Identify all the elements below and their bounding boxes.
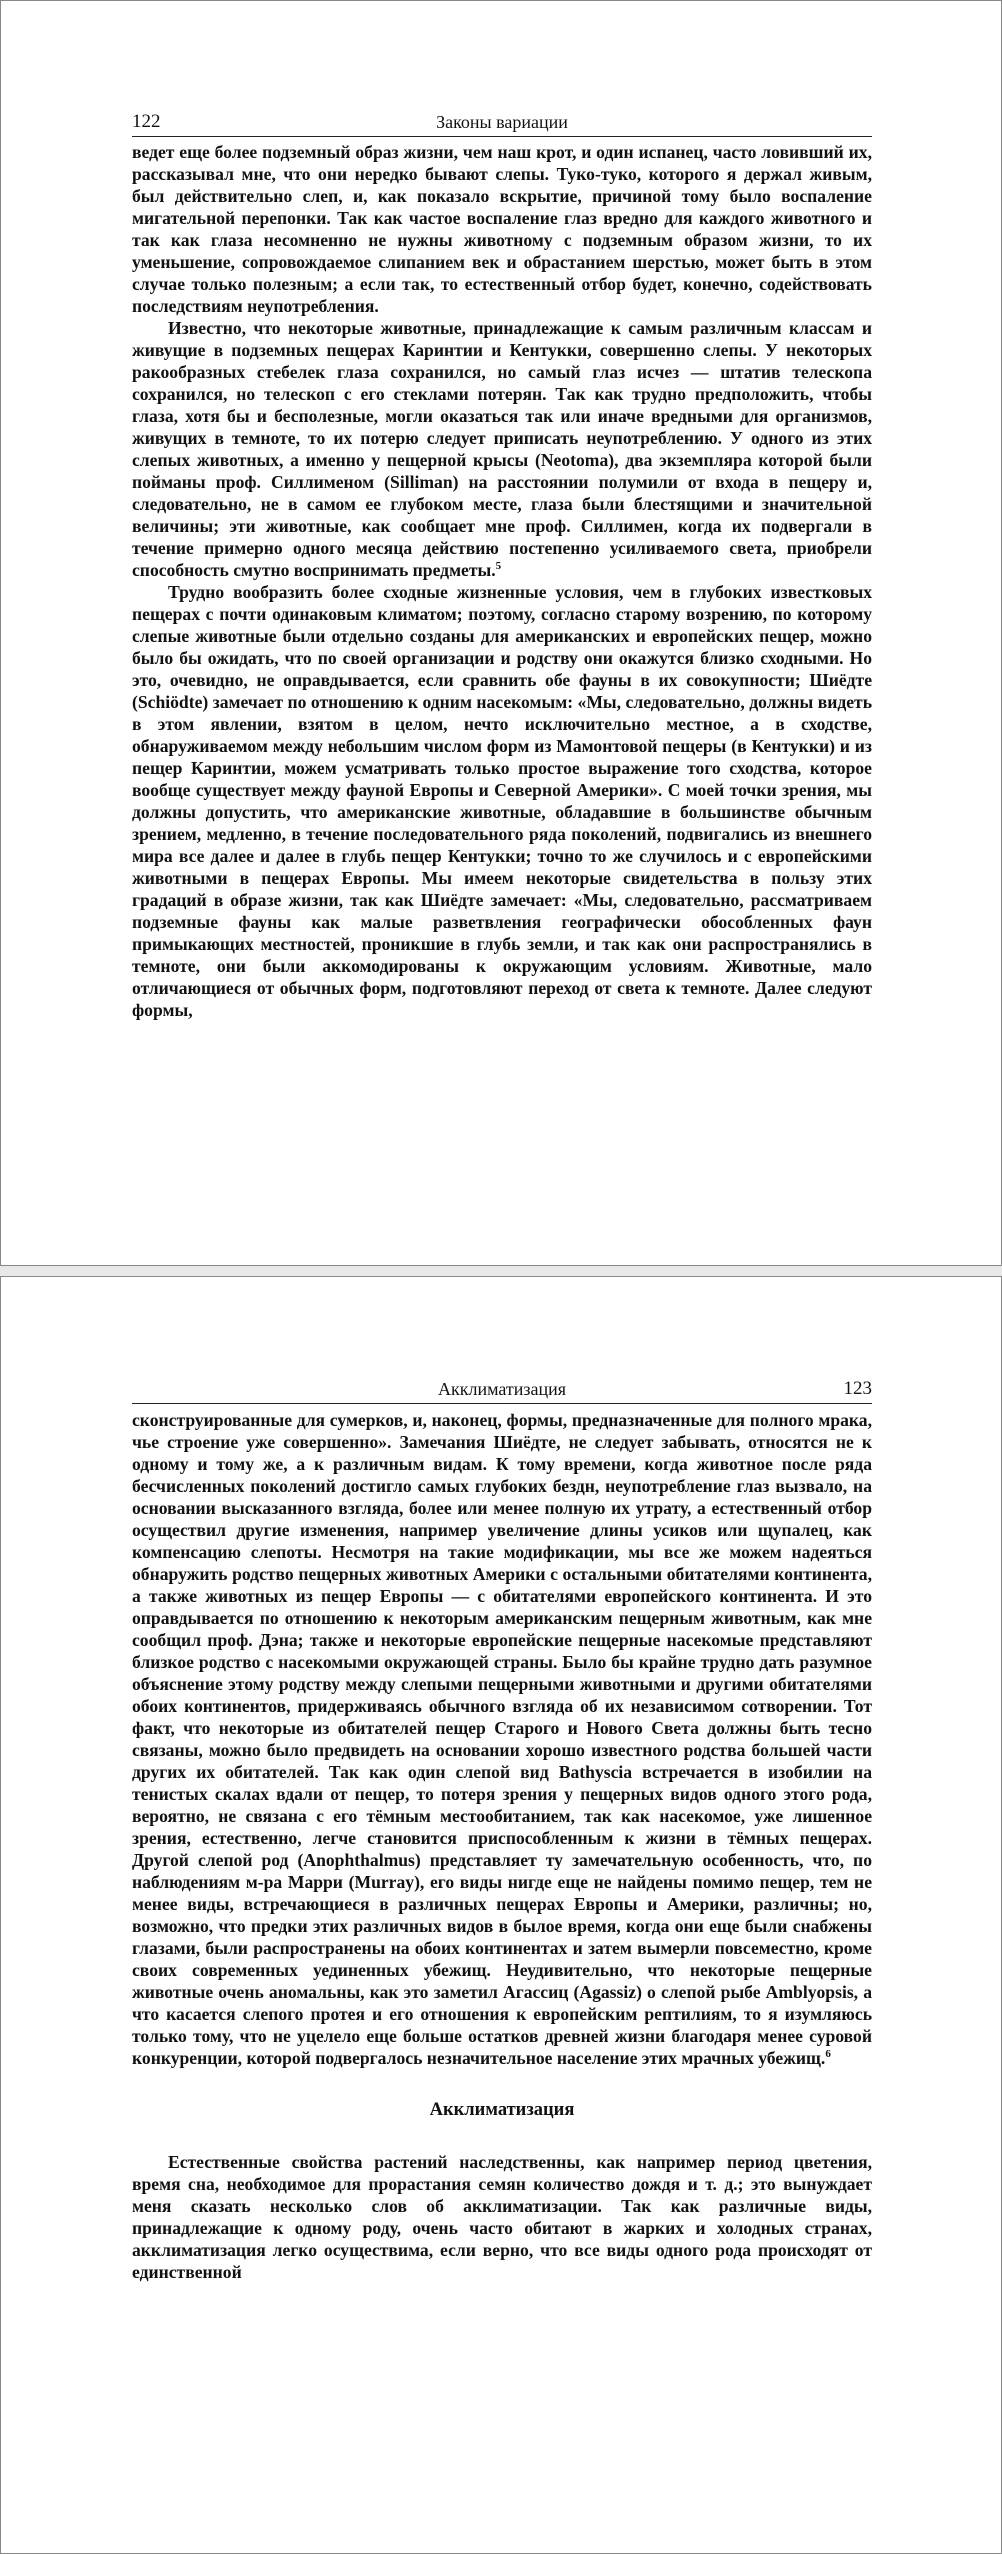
section-heading: Акклиматизация — [429, 2100, 575, 2120]
footnote-mark: 5 — [495, 560, 502, 573]
paragraph: ведет еще более подземный образ жизни, чем наш крот, и один испанец, часто ловивший их, рассказывал мне, что они нередко бывают слепы. Туко-туко, которого я держал живым, был действительно слеп, и, как показало вскрытие, причиной тому было воспаление мигательной перепонки. Так как частое воспаление глаз вредно для каждого животного и так как глаза несомненно не нужны животному с подземным образом жизни, то их уменьшение, сопровождаемое слипанием век и обрастанием шерстью, может быть в этом случае только полезным; а если так, то естественный отбор будет, конечно, содействовать последствиям неупотребления. — [132, 142, 872, 316]
paragraph: Трудно вообразить более сходные жизненные условия, чем в глубоких известковых пещерах с почти одинаковым климатом; поэтому, согласно старому возрению, по которому слепые животные были отдельно созданы для американских и европейских пещер, можно было бы ожидать, что по своей организации и родству они окажутся близко сходными. Но это, очевидно, не оправдывается, если сравнить обе фауны в их совокупности; Шиёдте (Schiödte) замечает по отношению к одним насекомым: «Мы, следовательно, должны видеть в этом явлении, взятом в целом, нечто исключительно местное, а в сходстве, обнаруживаемом между небольшим числом форм из Мамонтовой пещеры (в Кентукки) и из пещер Каринтии, можем усматривать только простое выражение того сходства, которое вообще существует между фауной Европы и Северной Америки». С моей точки зрения, мы должны допустить, что американские животные, обладавшие в большинстве обычным зрением, медленно, в течение последовательного ряда поколений, подвигались из внешнего мира все далее и далее в глубь пещер Кентукки; точно то же случилось и с европейскими животными в пещерах Европы. Мы имеем некоторые свидетельства в пользу этих градаций в образе жизни, так как Шиёдте замечает: «Мы, следовательно, рассматриваем подземные фауны как малые разветвления географически обособленных фаун примыкающих местностей, проникшие в глубь земли, и так как они распространялись в темноте, они были аккомодированы к окружающим условиям. Животные, мало отличающиеся от обычных форм, подготовляют переход от света к темноте. Далее следуют формы, — [132, 582, 872, 1020]
paragraph-text: сконструированные для сумерков, и, наконец, формы, предназначенные для полного мрака, чье строение уже совершенно». Замечания Шиёдте, не следует забывать, относятся не к одному и тому же, а к различным видам. К тому времени, когда животное после ряда бесчисленных поколений достигло самых глубоких бездн, неупотребление глаз вызвало, на основании высказанного взгляда, более или менее полную их утрату, а естественный отбор осуществил другие изменения, например увеличение длины усиков или щупалец, как компенсацию слепоты. Несмотря на такие модификации, мы все же можем надеяться обнаружить родство пещерных животных Америки с остальными обитателями континента, а также животных из пещер Европы — с обитателями европейского континента. И это оправдывается по отношению к некоторым американским пещерным животным, как мне сообщил проф. Дэна; также и некоторые европейские пещерные насекомые представляют близкое родство с насекомыми окружающей страны. Было бы крайне трудно дать разумное объяснение этому родству между слепыми пещерными животными и другими обитателями обоих континентов, придерживаясь обычного взгляда об их независимом сотворении. Тот факт, что некоторые из обитателей пещер Старого и Нового Света должны быть тесно связаны, можно было предвидеть на основании хорошо известного родства большей части других их обитателей. Так как один слепой вид Bathyscia встречается в изобилии на тенистых скалах вдали от пещер, то потеря зрения у пещерных видов одного этого рода, вероятно, не связана с его тёмным местообитанием, так как насекомое, уже лишенное зрения, естественно, легче становится приспособленным к жизни в тёмных пещерах. Другой слепой род (Anophthalmus) представляет ту замечательную особенность, что, по наблюдениям м-ра Марри (Murray), его виды нигде еще не найдены помимо пещер, тем не менее виды, встречающиеся в различных пещерах Европы и Америки, различны; но, возможно, что предки этих различных видов в былое время, когда они еще были снабжены глазами, были распространены на обоих континентах и затем вымерли повсеместно, кроме своих современных уединенных убежищ. Неудивительно, что некоторые пещерные животные очень аномальны, как это заметил Агассиц (Agassiz) о слепой рыбе Amblyopsis, а что касается слепого протея и его отношения к европейским рептилиям, то я изумляюсь только тому, что не уцелело еще больше остатков древней жизни благодаря менее суровой конкуренции, которой подвергалось незначительное население этих мрачных убежищ. — [132, 1410, 872, 2068]
paragraph-text: Известно, что некоторые животные, принадлежащие к самым различным классам и живущие в подземных пещерах Каринтии и Кентукки, совершенно слепы. У некоторых ракообразных стебелек глаза сохранился, но самый глаз исчез — штатив телескопа сохранился, но телескоп с его стеклами потерян. Так как трудно предположить, чтобы глаза, хотя бы и бесполезные, могли оказаться так или иначе вредными для организмов, живущих в темноте, то их потерю следует приписать неупотреблению. У одного из этих слепых животных, а именно у пещерной крысы (Neotoma), два экземпляра которой были пойманы проф. Силлименом (Silliman) на расстоянии полумили от входа в пещеру и, следовательно, не в самом ее глубоком месте, глаза были блестящими и значительной величины; эти животные, как сообщает мне проф. Силлимен, когда их подвергали в течение примерно одного месяца действию постепенно усиливаемого света, приобрели способность смутно воспринимать предметы. — [132, 318, 872, 580]
running-header — [132, 1363, 872, 1404]
paragraph — [132, 317, 872, 581]
running-head-title: Акклиматизация — [437, 1379, 567, 1399]
page-123 — [0, 1276, 1002, 2554]
footnote-mark: 6 — [825, 2048, 831, 2061]
body-text — [132, 1409, 872, 2283]
body-text — [132, 141, 872, 1021]
paragraph — [132, 1409, 872, 2069]
paragraph: Естественные свойства растений наследственны, как например период цветения, время сна, необходимое для прорастания семян количество дождя и т. д.; это вынуждает меня сказать несколько слов об акклиматизации. Так как различные виды, принадлежащие к одному роду, очень часто обитают в жарких и холодных странах, акклиматизация легко осуществима, если верно, что все виды одного рода происходят от единственной — [132, 2152, 872, 2282]
page-number: 123 — [843, 1378, 872, 1399]
page-122 — [0, 0, 1002, 1266]
running-header — [132, 96, 872, 137]
running-head-title: Законы вариации — [436, 112, 568, 132]
page-number: 122 — [132, 111, 161, 132]
